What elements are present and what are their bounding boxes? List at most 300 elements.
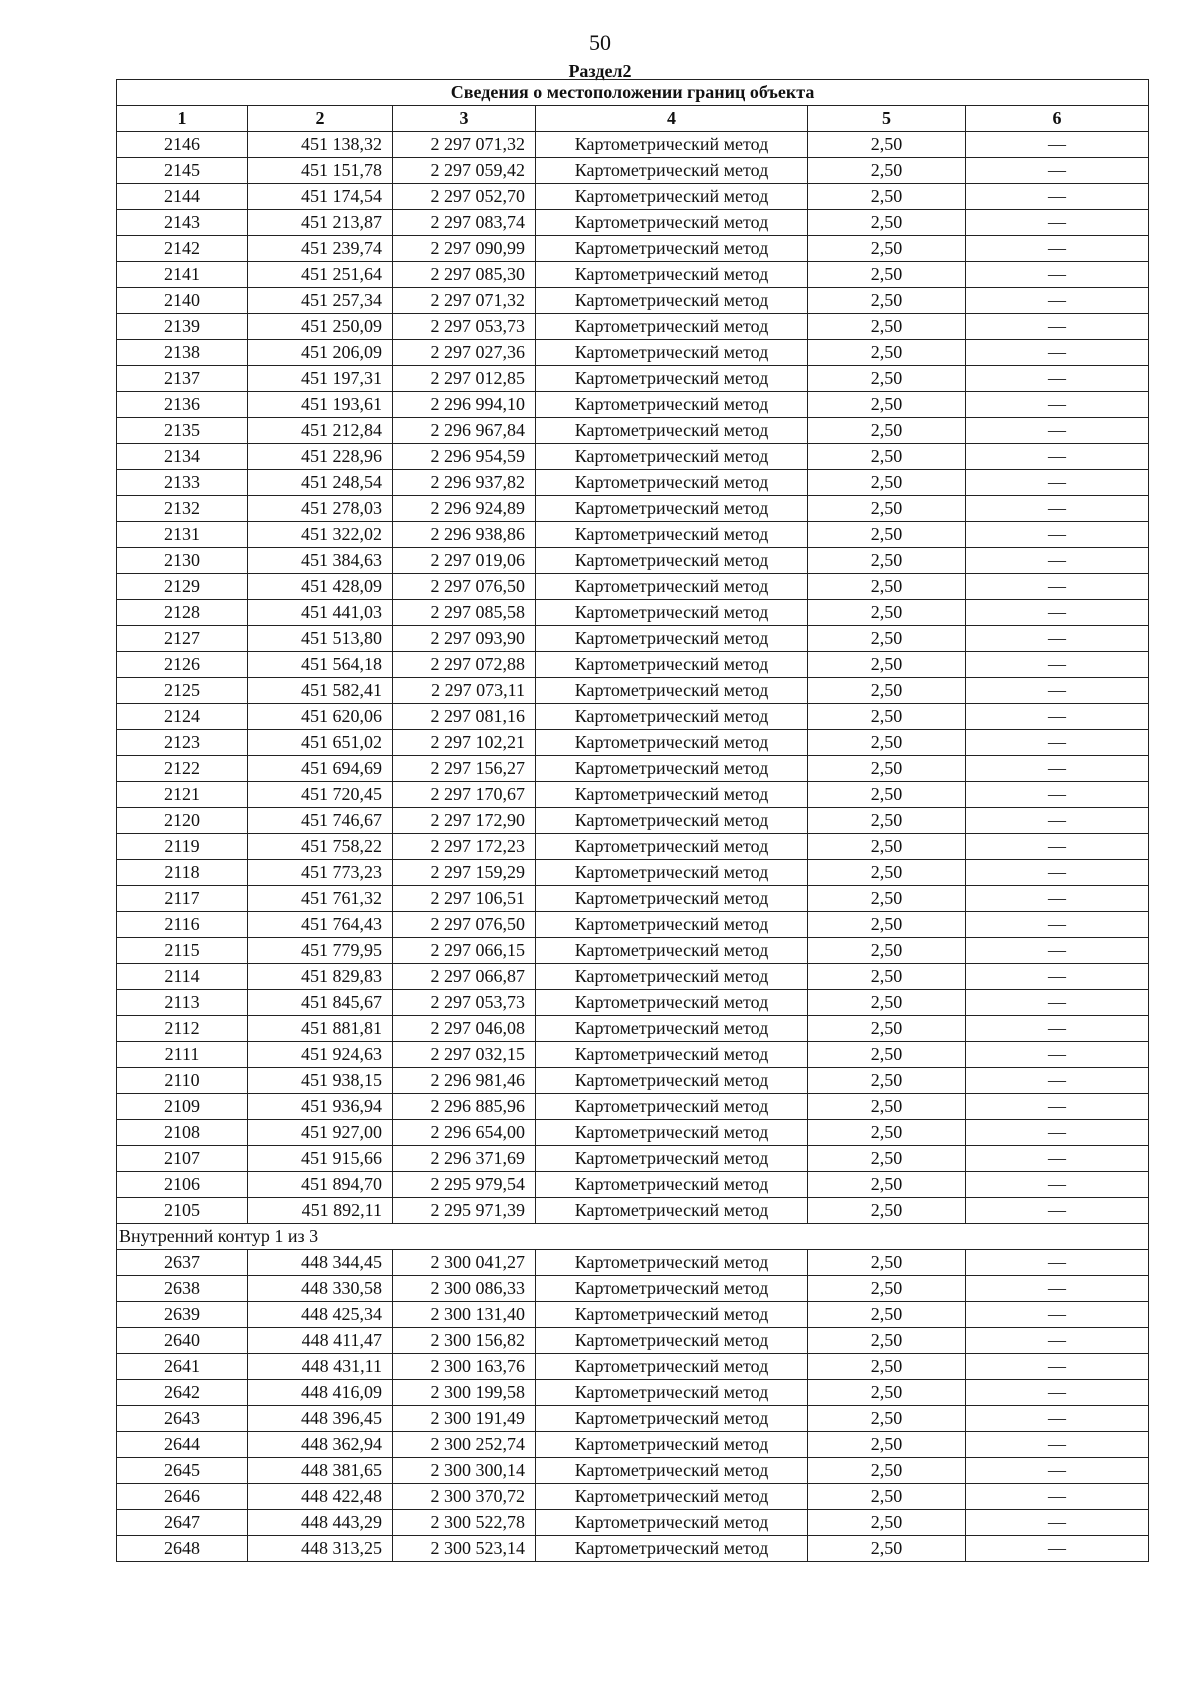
table-row	[117, 964, 1149, 990]
point-number-cell: 2112	[117, 1016, 248, 1042]
table-row	[117, 1380, 1149, 1406]
point-number-cell: 2644	[117, 1432, 248, 1458]
x-coordinate-cell: 451 829,83	[248, 964, 393, 990]
point-number-cell: 2645	[117, 1458, 248, 1484]
accuracy-cell: 2,50	[808, 938, 966, 964]
method-cell: Картометрический метод	[536, 1354, 808, 1380]
x-coordinate-cell: 451 720,45	[248, 782, 393, 808]
point-number-cell: 2143	[117, 210, 248, 236]
method-cell: Картометрический метод	[536, 236, 808, 262]
description-cell: —	[966, 938, 1149, 964]
y-coordinate-cell: 2 297 066,15	[393, 938, 536, 964]
method-cell: Картометрический метод	[536, 522, 808, 548]
table-row	[117, 938, 1149, 964]
point-number-cell: 2121	[117, 782, 248, 808]
description-cell: —	[966, 704, 1149, 730]
description-cell: —	[966, 1146, 1149, 1172]
x-coordinate-cell: 451 257,34	[248, 288, 393, 314]
table-row	[117, 990, 1149, 1016]
point-number-cell: 2141	[117, 262, 248, 288]
table-row	[117, 1068, 1149, 1094]
method-cell: Картометрический метод	[536, 964, 808, 990]
accuracy-cell: 2,50	[808, 600, 966, 626]
table-row	[117, 782, 1149, 808]
description-cell: —	[966, 912, 1149, 938]
point-number-cell: 2132	[117, 496, 248, 522]
method-cell: Картометрический метод	[536, 704, 808, 730]
description-cell: —	[966, 1406, 1149, 1432]
x-coordinate-cell: 451 746,67	[248, 808, 393, 834]
method-cell: Картометрический метод	[536, 860, 808, 886]
table-header-row	[117, 106, 1149, 132]
accuracy-cell: 2,50	[808, 808, 966, 834]
x-coordinate-cell: 451 694,69	[248, 756, 393, 782]
table-row	[117, 912, 1149, 938]
column-header: 6	[966, 106, 1149, 132]
accuracy-cell: 2,50	[808, 444, 966, 470]
accuracy-cell: 2,50	[808, 860, 966, 886]
x-coordinate-cell: 448 411,47	[248, 1328, 393, 1354]
method-cell: Картометрический метод	[536, 1146, 808, 1172]
method-cell: Картометрический метод	[536, 652, 808, 678]
y-coordinate-cell: 2 297 012,85	[393, 366, 536, 392]
x-coordinate-cell: 451 761,32	[248, 886, 393, 912]
point-number-cell: 2130	[117, 548, 248, 574]
accuracy-cell: 2,50	[808, 1016, 966, 1042]
accuracy-cell: 2,50	[808, 548, 966, 574]
x-coordinate-cell: 451 651,02	[248, 730, 393, 756]
point-number-cell: 2120	[117, 808, 248, 834]
table-row	[117, 288, 1149, 314]
table-row	[117, 132, 1149, 158]
point-number-cell: 2640	[117, 1328, 248, 1354]
y-coordinate-cell: 2 297 052,70	[393, 184, 536, 210]
table-row	[117, 1510, 1149, 1536]
description-cell: —	[966, 730, 1149, 756]
method-cell: Картометрический метод	[536, 678, 808, 704]
method-cell: Картометрический метод	[536, 756, 808, 782]
point-number-cell: 2639	[117, 1302, 248, 1328]
y-coordinate-cell: 2 297 156,27	[393, 756, 536, 782]
table-row	[117, 366, 1149, 392]
point-number-cell: 2134	[117, 444, 248, 470]
x-coordinate-cell: 451 924,63	[248, 1042, 393, 1068]
y-coordinate-cell: 2 297 172,23	[393, 834, 536, 860]
table-row	[117, 236, 1149, 262]
description-cell: —	[966, 132, 1149, 158]
y-coordinate-cell: 2 297 027,36	[393, 340, 536, 366]
accuracy-cell: 2,50	[808, 392, 966, 418]
table-row	[117, 548, 1149, 574]
method-cell: Картометрический метод	[536, 782, 808, 808]
point-number-cell: 2637	[117, 1250, 248, 1276]
y-coordinate-cell: 2 297 170,67	[393, 782, 536, 808]
description-cell: —	[966, 1458, 1149, 1484]
table-row	[117, 1250, 1149, 1276]
contour-label-row	[117, 1224, 1149, 1250]
x-coordinate-cell: 448 330,58	[248, 1276, 393, 1302]
table-row	[117, 1354, 1149, 1380]
method-cell: Картометрический метод	[536, 392, 808, 418]
accuracy-cell: 2,50	[808, 1432, 966, 1458]
description-cell: —	[966, 496, 1149, 522]
accuracy-cell: 2,50	[808, 314, 966, 340]
x-coordinate-cell: 451 197,31	[248, 366, 393, 392]
y-coordinate-cell: 2 297 081,16	[393, 704, 536, 730]
point-number-cell: 2642	[117, 1380, 248, 1406]
point-number-cell: 2114	[117, 964, 248, 990]
table-row	[117, 1198, 1149, 1224]
description-cell: —	[966, 574, 1149, 600]
method-cell: Картометрический метод	[536, 1198, 808, 1224]
description-cell: —	[966, 1328, 1149, 1354]
table-row	[117, 860, 1149, 886]
table-row	[117, 652, 1149, 678]
table-row	[117, 678, 1149, 704]
description-cell: —	[966, 444, 1149, 470]
x-coordinate-cell: 451 894,70	[248, 1172, 393, 1198]
x-coordinate-cell: 451 174,54	[248, 184, 393, 210]
x-coordinate-cell: 451 251,64	[248, 262, 393, 288]
method-cell: Картометрический метод	[536, 1094, 808, 1120]
y-coordinate-cell: 2 300 163,76	[393, 1354, 536, 1380]
y-coordinate-cell: 2 297 053,73	[393, 314, 536, 340]
y-coordinate-cell: 2 297 046,08	[393, 1016, 536, 1042]
description-cell: —	[966, 886, 1149, 912]
point-number-cell: 2127	[117, 626, 248, 652]
accuracy-cell: 2,50	[808, 1536, 966, 1562]
column-header: 2	[248, 106, 393, 132]
x-coordinate-cell: 451 228,96	[248, 444, 393, 470]
accuracy-cell: 2,50	[808, 626, 966, 652]
y-coordinate-cell: 2 295 979,54	[393, 1172, 536, 1198]
description-cell: —	[966, 158, 1149, 184]
page-number: 50	[589, 30, 611, 55]
y-coordinate-cell: 2 297 071,32	[393, 132, 536, 158]
accuracy-cell: 2,50	[808, 964, 966, 990]
method-cell: Картометрический метод	[536, 1406, 808, 1432]
method-cell: Картометрический метод	[536, 262, 808, 288]
x-coordinate-cell: 448 381,65	[248, 1458, 393, 1484]
description-cell: —	[966, 1354, 1149, 1380]
method-cell: Картометрический метод	[536, 574, 808, 600]
method-cell: Картометрический метод	[536, 1276, 808, 1302]
description-cell: —	[966, 392, 1149, 418]
y-coordinate-cell: 2 300 523,14	[393, 1536, 536, 1562]
column-header: 4	[536, 106, 808, 132]
table-row	[117, 1042, 1149, 1068]
y-coordinate-cell: 2 296 967,84	[393, 418, 536, 444]
y-coordinate-cell: 2 300 370,72	[393, 1484, 536, 1510]
accuracy-cell: 2,50	[808, 1354, 966, 1380]
table-row	[117, 262, 1149, 288]
point-number-cell: 2135	[117, 418, 248, 444]
accuracy-cell: 2,50	[808, 184, 966, 210]
table-row	[117, 1016, 1149, 1042]
point-number-cell: 2123	[117, 730, 248, 756]
table-row	[117, 704, 1149, 730]
y-coordinate-cell: 2 297 053,73	[393, 990, 536, 1016]
y-coordinate-cell: 2 297 172,90	[393, 808, 536, 834]
y-coordinate-cell: 2 296 994,10	[393, 392, 536, 418]
point-number-cell: 2107	[117, 1146, 248, 1172]
table-row	[117, 1458, 1149, 1484]
x-coordinate-cell: 451 239,74	[248, 236, 393, 262]
point-number-cell: 2142	[117, 236, 248, 262]
point-number-cell: 2131	[117, 522, 248, 548]
y-coordinate-cell: 2 295 971,39	[393, 1198, 536, 1224]
accuracy-cell: 2,50	[808, 1484, 966, 1510]
method-cell: Картометрический метод	[536, 366, 808, 392]
x-coordinate-cell: 451 915,66	[248, 1146, 393, 1172]
table-row	[117, 158, 1149, 184]
accuracy-cell: 2,50	[808, 678, 966, 704]
y-coordinate-cell: 2 297 106,51	[393, 886, 536, 912]
y-coordinate-cell: 2 296 885,96	[393, 1094, 536, 1120]
accuracy-cell: 2,50	[808, 158, 966, 184]
point-number-cell: 2646	[117, 1484, 248, 1510]
point-number-cell: 2113	[117, 990, 248, 1016]
table-row	[117, 626, 1149, 652]
point-number-cell: 2126	[117, 652, 248, 678]
y-coordinate-cell: 2 297 019,06	[393, 548, 536, 574]
point-number-cell: 2125	[117, 678, 248, 704]
point-number-cell: 2128	[117, 600, 248, 626]
point-number-cell: 2641	[117, 1354, 248, 1380]
description-cell: —	[966, 1536, 1149, 1562]
description-cell: —	[966, 262, 1149, 288]
method-cell: Картометрический метод	[536, 626, 808, 652]
y-coordinate-cell: 2 297 076,50	[393, 574, 536, 600]
column-header: 5	[808, 106, 966, 132]
accuracy-cell: 2,50	[808, 418, 966, 444]
x-coordinate-cell: 451 773,23	[248, 860, 393, 886]
point-number-cell: 2105	[117, 1198, 248, 1224]
table-row	[117, 392, 1149, 418]
x-coordinate-cell: 451 250,09	[248, 314, 393, 340]
accuracy-cell: 2,50	[808, 1276, 966, 1302]
method-cell: Картометрический метод	[536, 1172, 808, 1198]
y-coordinate-cell: 2 296 954,59	[393, 444, 536, 470]
accuracy-cell: 2,50	[808, 470, 966, 496]
point-number-cell: 2133	[117, 470, 248, 496]
method-cell: Картометрический метод	[536, 1302, 808, 1328]
description-cell: —	[966, 1432, 1149, 1458]
y-coordinate-cell: 2 300 131,40	[393, 1302, 536, 1328]
x-coordinate-cell: 451 213,87	[248, 210, 393, 236]
description-cell: —	[966, 1172, 1149, 1198]
y-coordinate-cell: 2 297 159,29	[393, 860, 536, 886]
accuracy-cell: 2,50	[808, 1458, 966, 1484]
accuracy-cell: 2,50	[808, 1146, 966, 1172]
y-coordinate-cell: 2 300 156,82	[393, 1328, 536, 1354]
accuracy-cell: 2,50	[808, 574, 966, 600]
point-number-cell: 2116	[117, 912, 248, 938]
point-number-cell: 2140	[117, 288, 248, 314]
x-coordinate-cell: 451 779,95	[248, 938, 393, 964]
table-row	[117, 470, 1149, 496]
accuracy-cell: 2,50	[808, 522, 966, 548]
x-coordinate-cell: 448 313,25	[248, 1536, 393, 1562]
table-row	[117, 574, 1149, 600]
description-cell: —	[966, 1380, 1149, 1406]
y-coordinate-cell: 2 297 066,87	[393, 964, 536, 990]
table-row	[117, 886, 1149, 912]
description-cell: —	[966, 1276, 1149, 1302]
point-number-cell: 2647	[117, 1510, 248, 1536]
table-row	[117, 1172, 1149, 1198]
table-row	[117, 210, 1149, 236]
y-coordinate-cell: 2 296 937,82	[393, 470, 536, 496]
table-row	[117, 1432, 1149, 1458]
method-cell: Картометрический метод	[536, 444, 808, 470]
accuracy-cell: 2,50	[808, 1406, 966, 1432]
table-row	[117, 1094, 1149, 1120]
accuracy-cell: 2,50	[808, 1068, 966, 1094]
method-cell: Картометрический метод	[536, 158, 808, 184]
description-cell: —	[966, 626, 1149, 652]
point-number-cell: 2118	[117, 860, 248, 886]
description-cell: —	[966, 366, 1149, 392]
point-number-cell: 2122	[117, 756, 248, 782]
y-coordinate-cell: 2 296 981,46	[393, 1068, 536, 1094]
x-coordinate-cell: 448 422,48	[248, 1484, 393, 1510]
method-cell: Картометрический метод	[536, 1068, 808, 1094]
table-row	[117, 1328, 1149, 1354]
accuracy-cell: 2,50	[808, 990, 966, 1016]
description-cell: —	[966, 964, 1149, 990]
y-coordinate-cell: 2 297 090,99	[393, 236, 536, 262]
method-cell: Картометрический метод	[536, 990, 808, 1016]
y-coordinate-cell: 2 297 072,88	[393, 652, 536, 678]
description-cell: —	[966, 288, 1149, 314]
accuracy-cell: 2,50	[808, 366, 966, 392]
description-cell: —	[966, 210, 1149, 236]
x-coordinate-cell: 448 362,94	[248, 1432, 393, 1458]
method-cell: Картометрический метод	[536, 210, 808, 236]
table-row	[117, 600, 1149, 626]
method-cell: Картометрический метод	[536, 184, 808, 210]
description-cell: —	[966, 652, 1149, 678]
x-coordinate-cell: 451 322,02	[248, 522, 393, 548]
accuracy-cell: 2,50	[808, 1510, 966, 1536]
method-cell: Картометрический метод	[536, 340, 808, 366]
method-cell: Картометрический метод	[536, 1380, 808, 1406]
accuracy-cell: 2,50	[808, 1042, 966, 1068]
accuracy-cell: 2,50	[808, 1380, 966, 1406]
point-number-cell: 2129	[117, 574, 248, 600]
description-cell: —	[966, 548, 1149, 574]
x-coordinate-cell: 451 938,15	[248, 1068, 393, 1094]
description-cell: —	[966, 314, 1149, 340]
table-row	[117, 1484, 1149, 1510]
table-row	[117, 1276, 1149, 1302]
method-cell: Картометрический метод	[536, 548, 808, 574]
description-cell: —	[966, 1302, 1149, 1328]
y-coordinate-cell: 2 297 085,58	[393, 600, 536, 626]
table-row	[117, 444, 1149, 470]
method-cell: Картометрический метод	[536, 730, 808, 756]
description-cell: —	[966, 1042, 1149, 1068]
y-coordinate-cell: 2 296 938,86	[393, 522, 536, 548]
x-coordinate-cell: 451 764,43	[248, 912, 393, 938]
y-coordinate-cell: 2 296 371,69	[393, 1146, 536, 1172]
y-coordinate-cell: 2 300 199,58	[393, 1380, 536, 1406]
point-number-cell: 2139	[117, 314, 248, 340]
x-coordinate-cell: 451 881,81	[248, 1016, 393, 1042]
description-cell: —	[966, 756, 1149, 782]
y-coordinate-cell: 2 300 300,14	[393, 1458, 536, 1484]
description-cell: —	[966, 782, 1149, 808]
section-title: Раздел2	[568, 61, 632, 81]
table-row	[117, 184, 1149, 210]
accuracy-cell: 2,50	[808, 1302, 966, 1328]
description-cell: —	[966, 1484, 1149, 1510]
table-row	[117, 1406, 1149, 1432]
point-number-cell: 2144	[117, 184, 248, 210]
x-coordinate-cell: 451 620,06	[248, 704, 393, 730]
y-coordinate-cell: 2 300 041,27	[393, 1250, 536, 1276]
y-coordinate-cell: 2 297 093,90	[393, 626, 536, 652]
accuracy-cell: 2,50	[808, 1250, 966, 1276]
contour-label: Внутренний контур 1 из 3	[117, 1224, 1149, 1250]
point-number-cell: 2111	[117, 1042, 248, 1068]
accuracy-cell: 2,50	[808, 704, 966, 730]
accuracy-cell: 2,50	[808, 834, 966, 860]
x-coordinate-cell: 448 416,09	[248, 1380, 393, 1406]
accuracy-cell: 2,50	[808, 262, 966, 288]
table-row	[117, 730, 1149, 756]
method-cell: Картометрический метод	[536, 834, 808, 860]
description-cell: —	[966, 340, 1149, 366]
method-cell: Картометрический метод	[536, 938, 808, 964]
method-cell: Картометрический метод	[536, 1250, 808, 1276]
x-coordinate-cell: 448 431,11	[248, 1354, 393, 1380]
point-number-cell: 2109	[117, 1094, 248, 1120]
method-cell: Картометрический метод	[536, 1328, 808, 1354]
point-number-cell: 2146	[117, 132, 248, 158]
table-caption-row	[117, 80, 1149, 106]
description-cell: —	[966, 834, 1149, 860]
method-cell: Картометрический метод	[536, 1042, 808, 1068]
table-body	[117, 80, 1149, 1562]
x-coordinate-cell: 451 758,22	[248, 834, 393, 860]
point-number-cell: 2648	[117, 1536, 248, 1562]
accuracy-cell: 2,50	[808, 496, 966, 522]
y-coordinate-cell: 2 296 924,89	[393, 496, 536, 522]
description-cell: —	[966, 1016, 1149, 1042]
description-cell: —	[966, 1068, 1149, 1094]
description-cell: —	[966, 470, 1149, 496]
point-number-cell: 2137	[117, 366, 248, 392]
accuracy-cell: 2,50	[808, 288, 966, 314]
x-coordinate-cell: 448 396,45	[248, 1406, 393, 1432]
x-coordinate-cell: 451 564,18	[248, 652, 393, 678]
x-coordinate-cell: 451 206,09	[248, 340, 393, 366]
method-cell: Картометрический метод	[536, 1120, 808, 1146]
point-number-cell: 2638	[117, 1276, 248, 1302]
y-coordinate-cell: 2 297 059,42	[393, 158, 536, 184]
y-coordinate-cell: 2 297 085,30	[393, 262, 536, 288]
accuracy-cell: 2,50	[808, 210, 966, 236]
accuracy-cell: 2,50	[808, 730, 966, 756]
x-coordinate-cell: 451 892,11	[248, 1198, 393, 1224]
x-coordinate-cell: 451 248,54	[248, 470, 393, 496]
method-cell: Картометрический метод	[536, 132, 808, 158]
point-number-cell: 2115	[117, 938, 248, 964]
table-row	[117, 834, 1149, 860]
description-cell: —	[966, 808, 1149, 834]
